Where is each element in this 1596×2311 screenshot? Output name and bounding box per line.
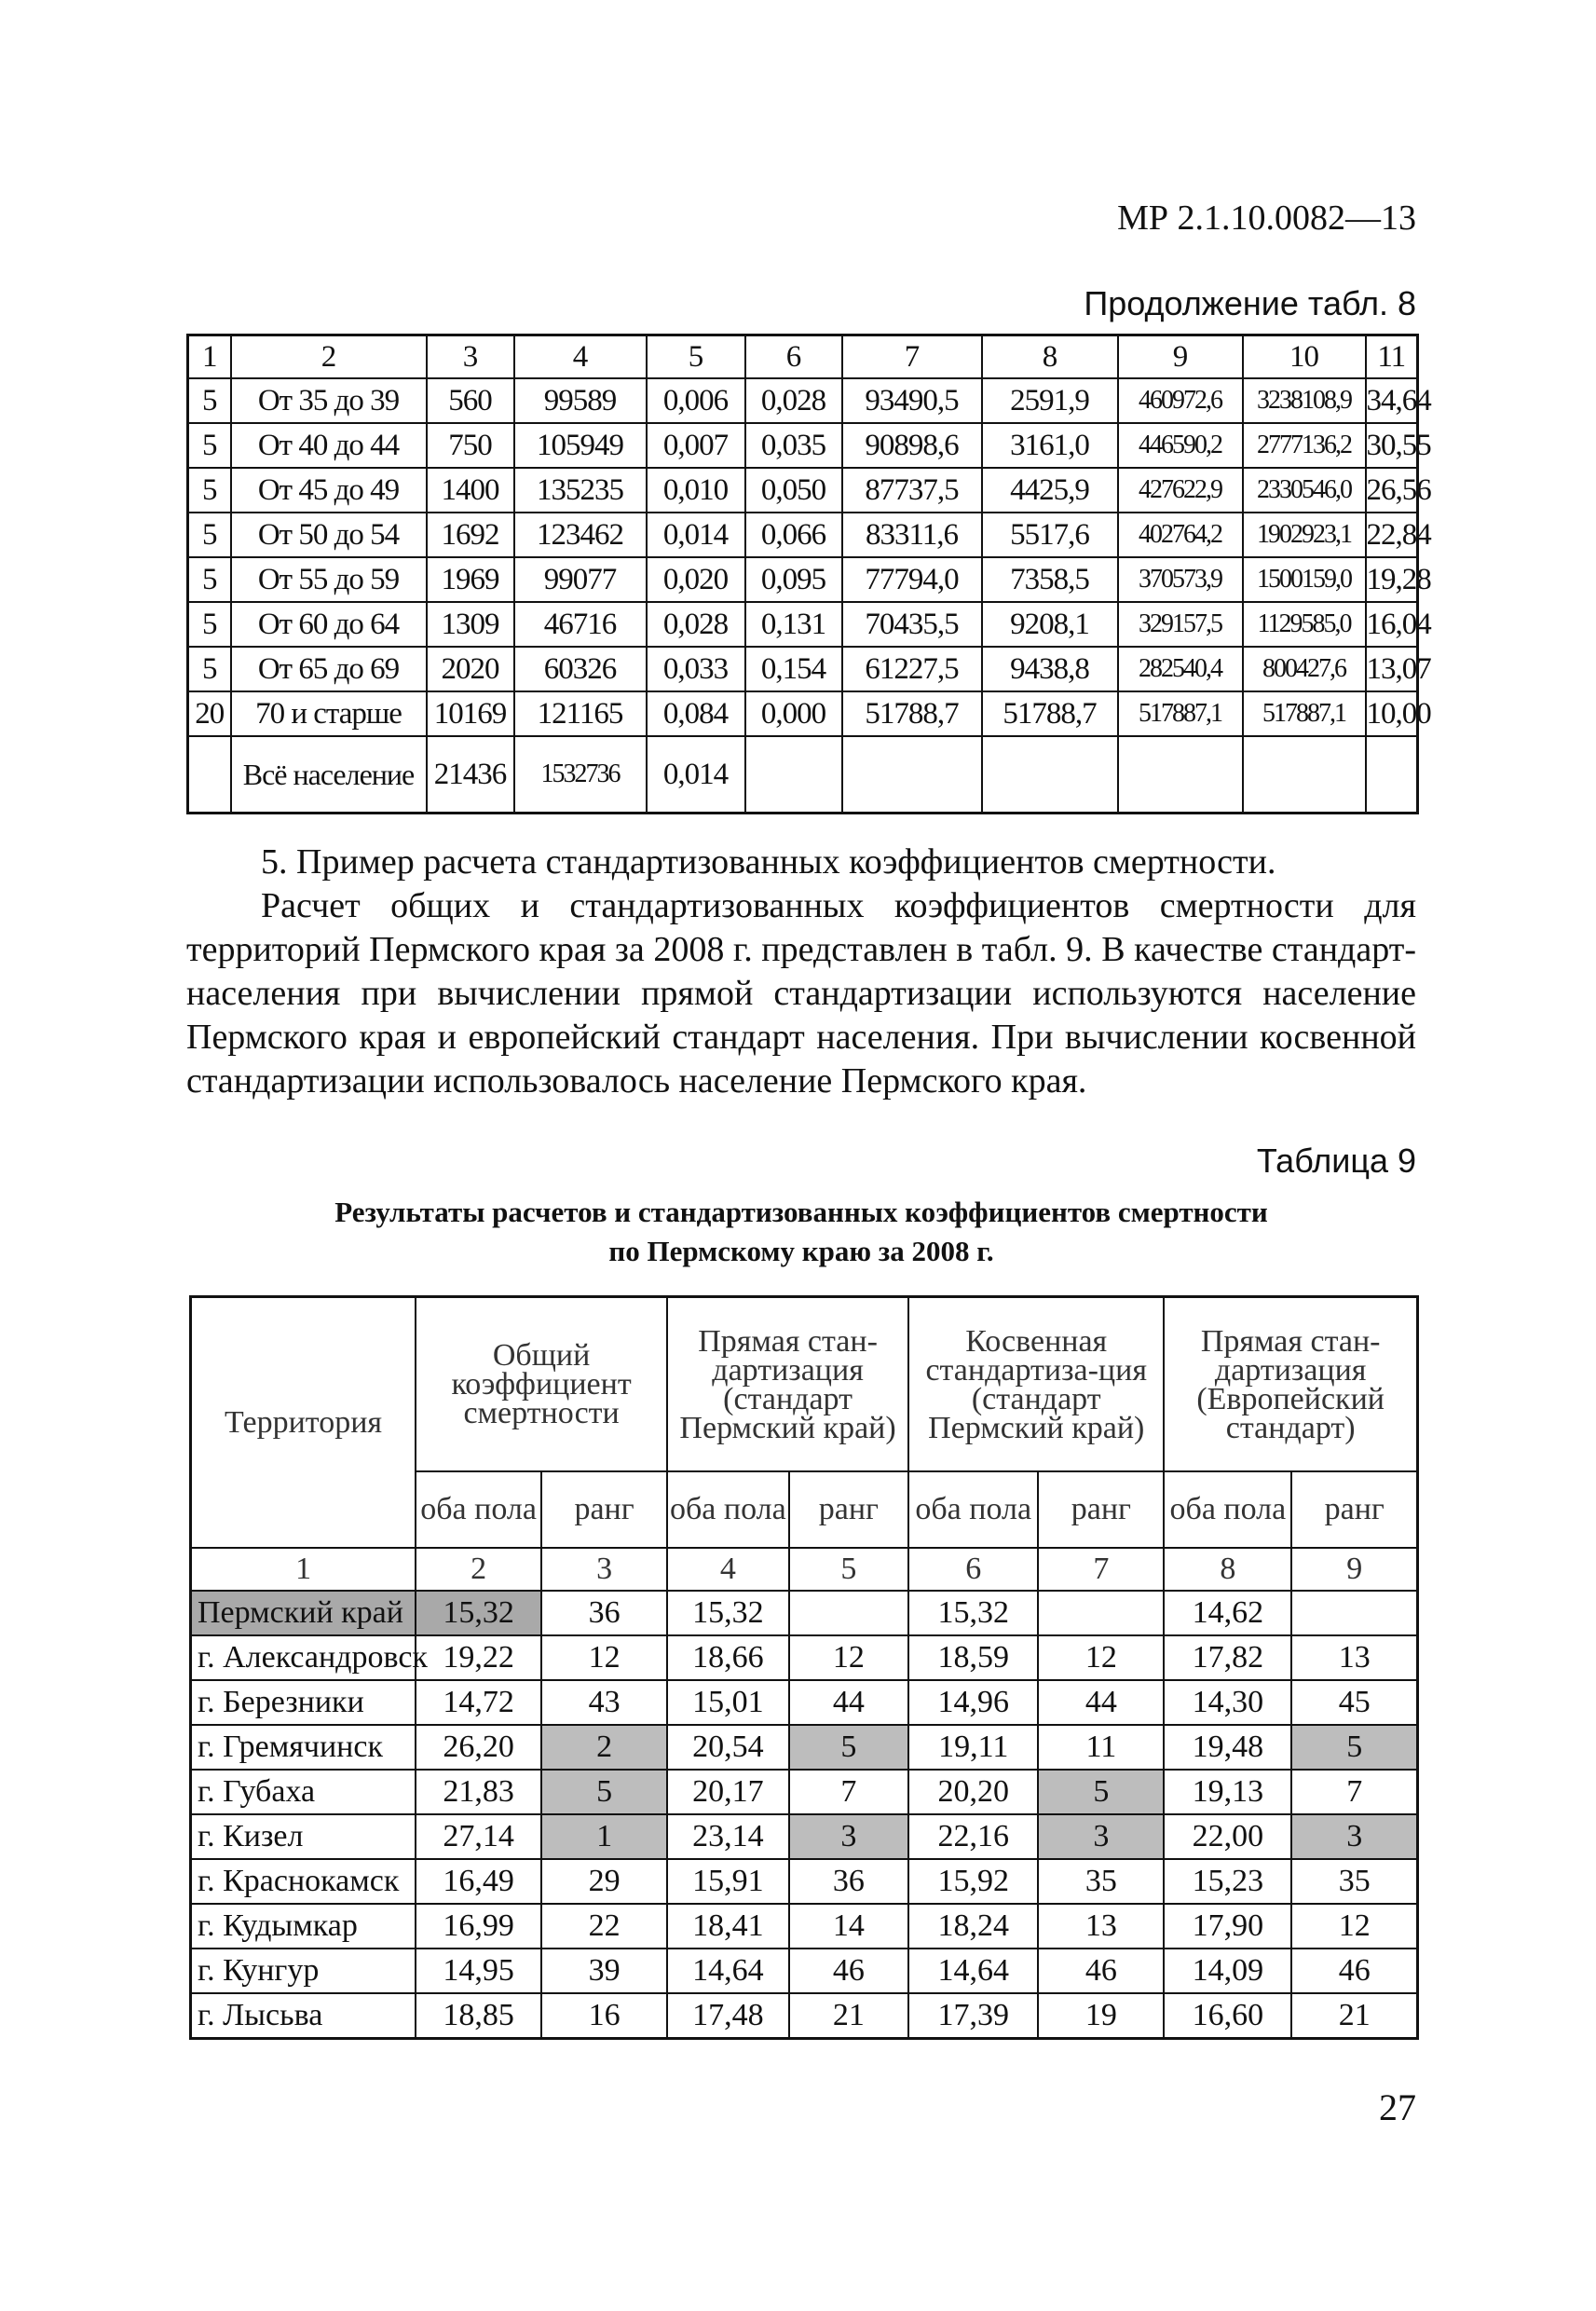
table9-cell: 17,48 <box>667 1993 789 2039</box>
table9-cell: 5 <box>1291 1725 1417 1770</box>
table9-cell: 12 <box>1038 1635 1164 1680</box>
table8-cell: 1309 <box>427 602 514 647</box>
table8-cell: 1129585,0 <box>1243 602 1366 647</box>
table9-cell: 16,99 <box>416 1904 541 1949</box>
table9-cell: 26,20 <box>416 1725 541 1770</box>
table8-empty-cell <box>1118 736 1243 814</box>
table8-colnum: 2 <box>231 335 427 379</box>
paragraph-example-heading: 5. Пример расчета стандартизованных коэффициентов смертности. <box>261 842 1276 882</box>
table8-cell: 13,07 <box>1366 647 1418 691</box>
table8-cell: 20 <box>188 691 231 736</box>
table8-cell: 3238108,9 <box>1243 378 1366 423</box>
table8-cell: 800427,6 <box>1243 647 1366 691</box>
table8-cell: 7358,5 <box>982 557 1118 602</box>
table9-row <box>191 1993 1418 2039</box>
table8-colnum: 10 <box>1243 335 1366 379</box>
header-both-sexes: оба пола <box>416 1471 541 1548</box>
table8-cell: 60326 <box>514 647 647 691</box>
territory-name: Пермский край <box>191 1591 416 1635</box>
table9-cell: 14,95 <box>416 1949 541 1993</box>
table9-cell: 15,32 <box>416 1591 541 1635</box>
table8-empty-cell <box>1243 736 1366 814</box>
table8-cell: 0,000 <box>745 691 842 736</box>
table8-row <box>188 691 1418 736</box>
table9-row <box>191 1591 1418 1635</box>
table9-cell: 12 <box>789 1635 908 1680</box>
table9-cell: 35 <box>1038 1859 1164 1904</box>
table8-total-row <box>188 736 1418 814</box>
table9-label: Таблица 9 <box>1256 1142 1416 1180</box>
table8-cell: 46716 <box>514 602 647 647</box>
table9-cell: 19,48 <box>1164 1725 1291 1770</box>
table9-row <box>191 1635 1418 1680</box>
table9-colnum: 7 <box>1038 1548 1164 1591</box>
table8-row <box>188 513 1418 557</box>
table8-empty-cell <box>1366 736 1418 814</box>
table8-cell: 2330546,0 <box>1243 468 1366 513</box>
table8-colnum: 1 <box>188 335 231 379</box>
table9-cell: 15,01 <box>667 1680 789 1725</box>
header-both-sexes: оба пола <box>667 1471 789 1548</box>
table8-total-col4: 1532736 <box>514 736 647 814</box>
table9-row <box>191 1904 1418 1949</box>
header-direct-euro: Прямая стан-дартизация (Европейский стандарт) <box>1164 1297 1417 1472</box>
table8-cell: 517887,1 <box>1118 691 1243 736</box>
table8-colnum: 7 <box>842 335 982 379</box>
table9-title-line1: Результаты расчетов и стандартизованных коэффициентов смертности <box>334 1196 1268 1228</box>
header-both-sexes: оба пола <box>908 1471 1038 1548</box>
table9-cell: 18,59 <box>908 1635 1038 1680</box>
table9-cell: 36 <box>789 1859 908 1904</box>
table8-cell: 90898,6 <box>842 423 982 468</box>
table9-body <box>191 1548 1418 2039</box>
table8-empty-cell <box>842 736 982 814</box>
table8-cell: 1692 <box>427 513 514 557</box>
table8-colnum: 9 <box>1118 335 1243 379</box>
table8-total-col3: 21436 <box>427 736 514 814</box>
table8-cell: От 50 до 54 <box>231 513 427 557</box>
table8-cell: 0,028 <box>647 602 745 647</box>
table9-cell: 12 <box>541 1635 667 1680</box>
table8-cell: От 60 до 64 <box>231 602 427 647</box>
table8-cell: 30,55 <box>1366 423 1418 468</box>
table8-cell: 93490,5 <box>842 378 982 423</box>
table9-colnum: 8 <box>1164 1548 1291 1591</box>
table9-cell: 15,32 <box>908 1591 1038 1635</box>
table8-cell: 517887,1 <box>1243 691 1366 736</box>
table9-cell: 18,66 <box>667 1635 789 1680</box>
table8-cell: 0,084 <box>647 691 745 736</box>
table8-empty-cell <box>188 736 231 814</box>
table8-row <box>188 468 1418 513</box>
table9-cell: 14,64 <box>667 1949 789 1993</box>
table8-cell: От 40 до 44 <box>231 423 427 468</box>
table-8 <box>186 334 1431 814</box>
table9-cell: 20,54 <box>667 1725 789 1770</box>
table9-cell: 44 <box>789 1680 908 1725</box>
table8-cell: От 55 до 59 <box>231 557 427 602</box>
table8-cell: 61227,5 <box>842 647 982 691</box>
table9-cell: 14,62 <box>1164 1591 1291 1635</box>
table9-cell: 13 <box>1291 1635 1417 1680</box>
table9-title-line2: по Пермскому краю за 2008 г. <box>608 1235 994 1267</box>
table8-cell: 5 <box>188 557 231 602</box>
table8-column-numbers <box>188 335 1418 379</box>
table8-row <box>188 423 1418 468</box>
territory-name: г. Кунгур <box>191 1949 416 1993</box>
table9-colnum: 6 <box>908 1548 1038 1591</box>
table8-cell: 1400 <box>427 468 514 513</box>
table8-empty-cell <box>745 736 842 814</box>
table9-cell: 5 <box>1038 1770 1164 1814</box>
table8-cell: 0,007 <box>647 423 745 468</box>
table8-cell: 87737,5 <box>842 468 982 513</box>
table8-cell: 5 <box>188 378 231 423</box>
table8-cell: 5 <box>188 602 231 647</box>
table9-cell: 23,14 <box>667 1814 789 1859</box>
table8-cell: 0,033 <box>647 647 745 691</box>
table8-cell: 10169 <box>427 691 514 736</box>
territory-name: г. Губаха <box>191 1770 416 1814</box>
table8-colnum: 11 <box>1366 335 1418 379</box>
table9-cell: 21 <box>1291 1993 1417 2039</box>
table-9 <box>189 1295 1419 2040</box>
table9-cell: 16 <box>541 1993 667 2039</box>
table9-cell: 36 <box>541 1591 667 1635</box>
table9-cell: 35 <box>1291 1859 1417 1904</box>
table8-cell: 77794,0 <box>842 557 982 602</box>
table9-cell: 14,30 <box>1164 1680 1291 1725</box>
table8-cell: 5 <box>188 513 231 557</box>
table8-colnum: 3 <box>427 335 514 379</box>
table8-cell: 5517,6 <box>982 513 1118 557</box>
table8-cell: 121165 <box>514 691 647 736</box>
table8-row <box>188 557 1418 602</box>
table9-cell: 22,00 <box>1164 1814 1291 1859</box>
table9-cell: 7 <box>1291 1770 1417 1814</box>
table9-cell: 5 <box>789 1725 908 1770</box>
table8-cell: 2591,9 <box>982 378 1118 423</box>
territory-name: г. Березники <box>191 1680 416 1725</box>
table9-cell: 27,14 <box>416 1814 541 1859</box>
table9-cell: 20,17 <box>667 1770 789 1814</box>
header-rank: ранг <box>789 1471 908 1548</box>
table8-colnum: 8 <box>982 335 1118 379</box>
table8-cell: 370573,9 <box>1118 557 1243 602</box>
header-both-sexes: оба пола <box>1164 1471 1291 1548</box>
table9-cell: 21 <box>789 1993 908 2039</box>
table8-cell: 5 <box>188 468 231 513</box>
territory-name: г. Александровск <box>191 1635 416 1680</box>
table9-cell: 29 <box>541 1859 667 1904</box>
table8-cell: 51788,7 <box>842 691 982 736</box>
table8-cell: 0,014 <box>647 513 745 557</box>
table9-cell: 18,85 <box>416 1993 541 2039</box>
table8-cell: 51788,7 <box>982 691 1118 736</box>
table8-cell: 5 <box>188 647 231 691</box>
table8-cell: 427622,9 <box>1118 468 1243 513</box>
table9-cell: 17,39 <box>908 1993 1038 2039</box>
table9-cell: 2 <box>541 1725 667 1770</box>
table8-cell: 3161,0 <box>982 423 1118 468</box>
table8-cell: 83311,6 <box>842 513 982 557</box>
table8-cell: 460972,6 <box>1118 378 1243 423</box>
table8-cell: 282540,4 <box>1118 647 1243 691</box>
table8-cell: 1902923,1 <box>1243 513 1366 557</box>
table9-cell: 15,92 <box>908 1859 1038 1904</box>
table9-cell: 3 <box>1038 1814 1164 1859</box>
header-rank: ранг <box>1291 1471 1417 1548</box>
table8-cell: От 45 до 49 <box>231 468 427 513</box>
table8-cell: 0,028 <box>745 378 842 423</box>
table9-cell: 46 <box>1038 1949 1164 1993</box>
table8-cell: 0,010 <box>647 468 745 513</box>
table9-cell: 14,96 <box>908 1680 1038 1725</box>
table8-colnum: 6 <box>745 335 842 379</box>
header-rank: ранг <box>541 1471 667 1548</box>
table9-cell: 14 <box>789 1904 908 1949</box>
table9-cell: 16,60 <box>1164 1993 1291 2039</box>
table8-cell: 329157,5 <box>1118 602 1243 647</box>
table8-cell: 0,006 <box>647 378 745 423</box>
table9-column-numbers <box>191 1548 1418 1591</box>
territory-name: г. Гремячинск <box>191 1725 416 1770</box>
table8-cell: 5 <box>188 423 231 468</box>
table8-cell: 0,066 <box>745 513 842 557</box>
table9-cell: 3 <box>789 1814 908 1859</box>
table9-cell: 15,91 <box>667 1859 789 1904</box>
header-general-rate: Общий коэффициент смертности <box>416 1297 667 1472</box>
table9-cell: 39 <box>541 1949 667 1993</box>
table8-cell: 135235 <box>514 468 647 513</box>
table8-cell: 4425,9 <box>982 468 1118 513</box>
table9-cell: 14,72 <box>416 1680 541 1725</box>
table9-cell: 14,64 <box>908 1949 1038 1993</box>
table8-cell: 0,154 <box>745 647 842 691</box>
table8-cell: От 35 до 39 <box>231 378 427 423</box>
table9-cell: 45 <box>1291 1680 1417 1725</box>
table9-row <box>191 1814 1418 1859</box>
table9-cell: 1 <box>541 1814 667 1859</box>
table9-cell: 5 <box>541 1770 667 1814</box>
table9-cell: 46 <box>789 1949 908 1993</box>
document-code: МР 2.1.10.0082—13 <box>1117 198 1416 238</box>
table8-total-label: Всё население <box>231 736 427 814</box>
table8-cell: 105949 <box>514 423 647 468</box>
table8-cell: 2777136,2 <box>1243 423 1366 468</box>
table9-cell: 18,41 <box>667 1904 789 1949</box>
table9-cell: 15,23 <box>1164 1859 1291 1904</box>
table9-cell: 22 <box>541 1904 667 1949</box>
table9-colnum: 9 <box>1291 1548 1417 1591</box>
header-rank: ранг <box>1038 1471 1164 1548</box>
table8-continuation-label: Продолжение табл. 8 <box>1084 284 1416 322</box>
table8-body <box>188 335 1431 814</box>
table9-colnum: 3 <box>541 1548 667 1591</box>
table9-row <box>191 1859 1418 1904</box>
territory-name: г. Лысьва <box>191 1993 416 2039</box>
table9-cell: 46 <box>1291 1949 1417 1993</box>
table8-cell: 560 <box>427 378 514 423</box>
table8-cell: 70 и старше <box>231 691 427 736</box>
table9-cell: 12 <box>1291 1904 1417 1949</box>
table9-cell <box>1291 1591 1417 1635</box>
table9-colnum: 1 <box>191 1548 416 1591</box>
table9-cell <box>1038 1591 1164 1635</box>
territory-name: г. Кудымкар <box>191 1904 416 1949</box>
table8-cell: 9208,1 <box>982 602 1118 647</box>
table9-title <box>186 1193 1416 1271</box>
table9-cell: 18,24 <box>908 1904 1038 1949</box>
table8-empty-cell <box>982 736 1118 814</box>
header-indirect-perm: Косвенная стандартиза-ция (стандарт Пермский край) <box>908 1297 1164 1472</box>
table8-cell: 446590,2 <box>1118 423 1243 468</box>
table8-cell: 402764,2 <box>1118 513 1243 557</box>
table9-cell: 14,09 <box>1164 1949 1291 1993</box>
table8-cell: 123462 <box>514 513 647 557</box>
table8-cell: 22,84 <box>1366 513 1418 557</box>
table8-cell: 0,050 <box>745 468 842 513</box>
table8-cell: 26,56 <box>1366 468 1418 513</box>
table8-cell: 70435,5 <box>842 602 982 647</box>
table9-cell: 17,90 <box>1164 1904 1291 1949</box>
table8-cell: 0,035 <box>745 423 842 468</box>
table9-cell: 7 <box>789 1770 908 1814</box>
table9-cell: 16,49 <box>416 1859 541 1904</box>
table8-cell: 10,00 <box>1366 691 1418 736</box>
table9-cell: 19,11 <box>908 1725 1038 1770</box>
table9-cell <box>789 1591 908 1635</box>
table9-row <box>191 1770 1418 1814</box>
table8-cell: 9438,8 <box>982 647 1118 691</box>
table9-cell: 19,22 <box>416 1635 541 1680</box>
table9-row <box>191 1949 1418 1993</box>
table9-cell: 3 <box>1291 1814 1417 1859</box>
table8-colnum: 4 <box>514 335 647 379</box>
table9-cell: 19,13 <box>1164 1770 1291 1814</box>
territory-name: г. Кизел <box>191 1814 416 1859</box>
table9-colnum: 4 <box>667 1548 789 1591</box>
page-number: 27 <box>1379 2086 1416 2128</box>
table9-cell: 19 <box>1038 1993 1164 2039</box>
table8-cell: 0,095 <box>745 557 842 602</box>
table9-cell: 44 <box>1038 1680 1164 1725</box>
table9-cell: 43 <box>541 1680 667 1725</box>
table8-cell: 19,28 <box>1366 557 1418 602</box>
table8-cell: От 65 до 69 <box>231 647 427 691</box>
paragraph-description: Расчет общих и стандартизованных коэффициентов смертности для территорий Пермского края за 2008 г. представлен в табл. 9. В качестве стандарт-населения при вычислении прямой стандартизации используются население Пермского края и европейский стандарт населения. При вычислении косвенной стандартизации использовалось население Пермского края. <box>186 886 1416 1101</box>
table8-cell: 1500159,0 <box>1243 557 1366 602</box>
table8-cell: 0,131 <box>745 602 842 647</box>
table9-cell: 15,32 <box>667 1591 789 1635</box>
table9-colnum: 5 <box>789 1548 908 1591</box>
territory-name: г. Краснокамск <box>191 1859 416 1904</box>
body-text <box>186 841 1416 1103</box>
table9-row <box>191 1680 1418 1725</box>
header-territory: Территория <box>191 1297 416 1549</box>
table8-row <box>188 647 1418 691</box>
table9-cell: 20,20 <box>908 1770 1038 1814</box>
table8-colnum: 5 <box>647 335 745 379</box>
table9-cell: 17,82 <box>1164 1635 1291 1680</box>
table8-cell: 16,04 <box>1366 602 1418 647</box>
table8-cell: 2020 <box>427 647 514 691</box>
table8-cell: 0,020 <box>647 557 745 602</box>
table8-row <box>188 378 1418 423</box>
table8-cell: 99589 <box>514 378 647 423</box>
table9-cell: 22,16 <box>908 1814 1038 1859</box>
table8-cell: 99077 <box>514 557 647 602</box>
table9-cell: 13 <box>1038 1904 1164 1949</box>
table9-cell: 21,83 <box>416 1770 541 1814</box>
table8-cell: 750 <box>427 423 514 468</box>
table9-colnum: 2 <box>416 1548 541 1591</box>
table9-row <box>191 1725 1418 1770</box>
table8-row <box>188 602 1418 647</box>
header-direct-perm: Прямая стан-дартизация (стандарт Пермский край) <box>667 1297 908 1472</box>
table8-cell: 1969 <box>427 557 514 602</box>
table9-cell: 11 <box>1038 1725 1164 1770</box>
table8-cell: 34,64 <box>1366 378 1418 423</box>
table8-total-col5: 0,014 <box>647 736 745 814</box>
